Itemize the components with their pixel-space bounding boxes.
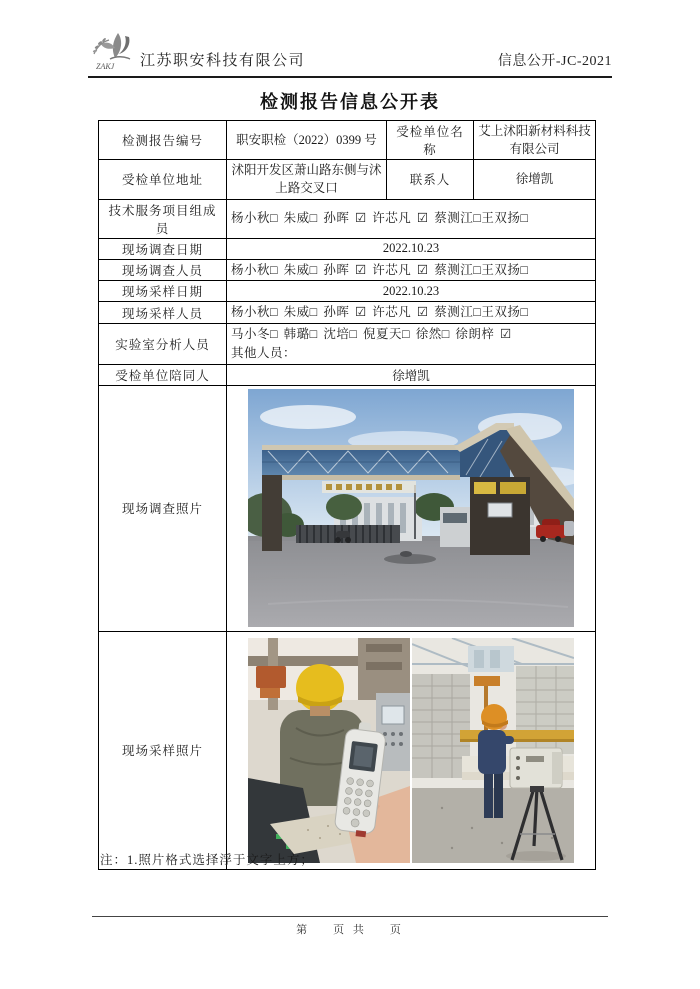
factory-gate-photo xyxy=(248,389,574,627)
survey-staff-checkboxes: 杨小秋□ 朱威□ 孙晖 ☑ 许芯凡 ☑ 蔡测江□王双扬□ xyxy=(227,259,596,281)
row-survey-photo xyxy=(99,385,596,631)
footer-rule xyxy=(92,916,608,917)
logo-text: ZAKJ xyxy=(96,62,115,71)
unit-address-value: 沭阳开发区萧山路东侧与沭上路交叉口 xyxy=(227,160,387,199)
footer-page-number: 第 页 共 页 xyxy=(296,924,404,936)
row-escort xyxy=(99,364,596,385)
worker-handheld-meter-photo xyxy=(248,638,410,863)
row-lab-staff xyxy=(99,324,596,365)
row-survey-staff xyxy=(99,259,596,281)
sampling-photo-cell xyxy=(227,631,596,869)
doc-code: 信息公开-JC-2021 xyxy=(497,54,612,69)
row-report-no xyxy=(99,121,596,160)
row-survey-date xyxy=(99,238,596,259)
company-name: 江苏职安科技有限公司 xyxy=(140,53,306,69)
lab-staff-cell xyxy=(227,324,596,365)
row-sampling-staff xyxy=(99,302,596,324)
report-no-value: 职安职检（2022）0399 号 xyxy=(227,121,387,160)
tech-team-label: 技术服务项目组成员 xyxy=(99,199,227,238)
company-logo-icon xyxy=(88,32,136,72)
survey-date-value: 2022.10.23 xyxy=(227,238,596,259)
report-no-label: 检测报告编号 xyxy=(99,121,227,160)
sampling-staff-label: 现场采样人员 xyxy=(99,302,227,324)
header-rule xyxy=(88,76,612,78)
row-sampling-date xyxy=(99,281,596,302)
contact-value: 徐增凯 xyxy=(474,160,596,199)
contact-label: 联系人 xyxy=(387,160,474,199)
sampling-staff-checkboxes: 杨小秋□ 朱威□ 孙晖 ☑ 许芯凡 ☑ 蔡测江□王双扬□ xyxy=(227,302,596,324)
survey-staff-label: 现场调查人员 xyxy=(99,259,227,281)
escort-label: 受检单位陪同人 xyxy=(99,364,227,385)
report-form-table xyxy=(98,120,596,870)
footnote: 注：1.照片格式选择浮于文字上方； xyxy=(100,853,314,867)
row-sampling-photo xyxy=(99,631,596,869)
survey-photo-cell xyxy=(227,385,596,631)
page-header xyxy=(88,26,612,72)
survey-date-label: 现场调查日期 xyxy=(99,238,227,259)
unit-name-value: 艾上沭阳新材料科技有限公司 xyxy=(474,121,596,160)
sampling-date-value: 2022.10.23 xyxy=(227,281,596,302)
row-unit-address xyxy=(99,160,596,199)
worker-tripod-instrument-photo xyxy=(412,638,574,863)
lab-staff-others: 其他人员： xyxy=(231,345,297,360)
header-brand xyxy=(88,32,305,72)
lab-staff-label: 实验室分析人员 xyxy=(99,324,227,365)
sampling-photo-pair xyxy=(231,638,591,863)
sampling-date-label: 现场采样日期 xyxy=(99,281,227,302)
sampling-photo-label: 现场采样照片 xyxy=(99,631,227,869)
survey-photo-label: 现场调查照片 xyxy=(99,385,227,631)
unit-address-label: 受检单位地址 xyxy=(99,160,227,199)
escort-value: 徐增凯 xyxy=(227,364,596,385)
row-tech-team xyxy=(99,199,596,238)
tech-team-checkboxes: 杨小秋□ 朱威□ 孙晖 ☑ 许芯凡 ☑ 蔡测江□王双扬□ xyxy=(227,199,596,238)
unit-name-label: 受检单位名称 xyxy=(387,121,474,160)
lab-staff-checkboxes: 马小冬□ 韩璐□ 沈培□ 倪夏天□ 徐然□ 徐朗梓 ☑ xyxy=(231,327,512,341)
page-title: 检测报告信息公开表 xyxy=(260,92,440,112)
